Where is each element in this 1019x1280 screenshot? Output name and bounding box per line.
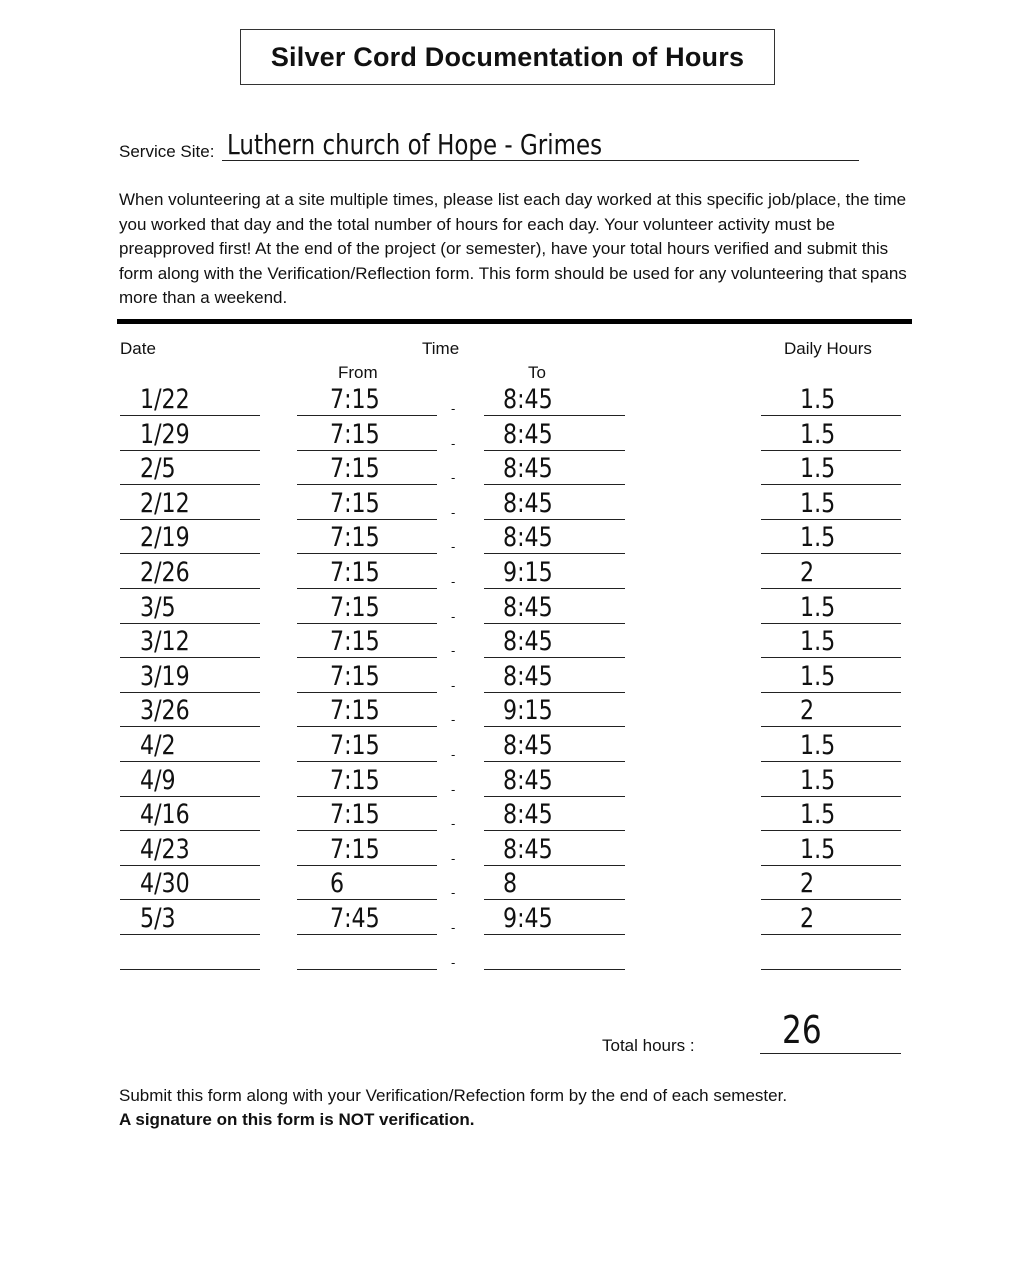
date-cell xyxy=(140,799,201,830)
to-entry: 8:45 xyxy=(503,661,553,692)
from-underline xyxy=(297,899,437,900)
date-underline xyxy=(120,761,260,762)
to-cell xyxy=(503,557,564,588)
to-underline xyxy=(484,899,625,900)
from-underline xyxy=(297,588,437,589)
from-entry: 7:15 xyxy=(330,453,380,484)
date-cell xyxy=(140,695,201,726)
from-cell xyxy=(330,730,391,761)
to-cell xyxy=(503,903,564,934)
date-cell xyxy=(140,765,183,796)
from-underline xyxy=(297,969,437,970)
hours-cell xyxy=(800,695,817,726)
footer-signature-warning-text: A signature on this form is NOT verification. xyxy=(119,1110,475,1129)
to-cell xyxy=(503,488,564,519)
to-underline xyxy=(484,726,625,727)
time-separator: - xyxy=(451,470,456,485)
hours-entry: 1.5 xyxy=(800,522,836,553)
date-underline xyxy=(120,692,260,693)
date-underline xyxy=(120,553,260,554)
hours-entry: 1.5 xyxy=(800,419,836,450)
hours-cell xyxy=(800,592,843,623)
from-underline xyxy=(297,519,437,520)
hours-cell xyxy=(800,868,817,899)
time-separator: - xyxy=(451,574,456,589)
to-underline xyxy=(484,553,625,554)
to-underline xyxy=(484,588,625,589)
to-entry: 8:45 xyxy=(503,765,553,796)
hours-underline xyxy=(761,657,901,658)
date-header: Date xyxy=(120,339,156,358)
to-entry: 8:45 xyxy=(503,488,553,519)
from-underline xyxy=(297,726,437,727)
date-cell xyxy=(140,419,201,450)
total-hours-underline xyxy=(760,1053,901,1054)
hours-underline xyxy=(761,796,901,797)
date-underline xyxy=(120,796,260,797)
from-cell xyxy=(330,384,391,415)
hours-cell xyxy=(800,626,843,657)
hours-cell xyxy=(800,488,843,519)
hours-underline xyxy=(761,623,901,624)
date-cell xyxy=(140,834,201,865)
from-cell xyxy=(330,419,391,450)
from-underline xyxy=(297,623,437,624)
date-entry: 5/3 xyxy=(140,903,176,934)
to-entry: 9:45 xyxy=(503,903,553,934)
hours-entry: 1.5 xyxy=(800,453,836,484)
date-entry: 4/30 xyxy=(140,868,190,899)
date-underline xyxy=(120,865,260,866)
time-separator: - xyxy=(451,747,456,762)
time-separator: - xyxy=(451,401,456,416)
date-entry: 2/12 xyxy=(140,488,190,519)
from-entry: 7:15 xyxy=(330,384,380,415)
to-underline xyxy=(484,934,625,935)
hours-underline xyxy=(761,415,901,416)
to-underline xyxy=(484,692,625,693)
hours-underline xyxy=(761,553,901,554)
to-underline xyxy=(484,519,625,520)
hours-underline xyxy=(761,726,901,727)
from-entry: 7:15 xyxy=(330,557,380,588)
to-cell xyxy=(503,765,564,796)
footer-submit-line: Submit this form along with your Verification/Refection form by the end of each semester. xyxy=(119,1086,788,1105)
from-cell xyxy=(330,695,391,726)
date-underline xyxy=(120,657,260,658)
to-cell xyxy=(503,626,564,657)
from-cell xyxy=(330,868,347,899)
hours-entry: 1.5 xyxy=(800,661,836,692)
hours-entry: 1.5 xyxy=(800,592,836,623)
to-underline xyxy=(484,761,625,762)
to-entry: 8:45 xyxy=(503,522,553,553)
hours-entry: 2 xyxy=(800,557,815,588)
total-hours-value: 26 xyxy=(782,1008,822,1052)
date-entry: 2/5 xyxy=(140,453,176,484)
hours-entry: 2 xyxy=(800,868,815,899)
date-entry: 3/26 xyxy=(140,695,190,726)
time-separator: - xyxy=(451,505,456,520)
date-cell xyxy=(140,557,201,588)
hours-cell xyxy=(800,419,843,450)
to-cell xyxy=(503,695,564,726)
date-underline xyxy=(120,969,260,970)
hours-cell xyxy=(800,557,817,588)
to-entry: 9:15 xyxy=(503,695,553,726)
from-underline xyxy=(297,761,437,762)
to-entry: 8:45 xyxy=(503,799,553,830)
to-cell xyxy=(503,592,564,623)
from-entry: 7:15 xyxy=(330,834,380,865)
from-entry: 7:45 xyxy=(330,903,380,934)
hours-cell xyxy=(800,765,843,796)
date-entry: 3/5 xyxy=(140,592,176,623)
date-underline xyxy=(120,726,260,727)
from-underline xyxy=(297,484,437,485)
from-underline xyxy=(297,657,437,658)
to-entry: 8:45 xyxy=(503,730,553,761)
date-cell xyxy=(140,903,183,934)
to-entry: 8:45 xyxy=(503,592,553,623)
footer-note xyxy=(119,1084,787,1132)
from-cell xyxy=(330,592,391,623)
from-header: From xyxy=(338,363,378,382)
hours-entry: 1.5 xyxy=(800,799,836,830)
hours-cell xyxy=(800,903,817,934)
from-entry: 7:15 xyxy=(330,695,380,726)
to-entry: 8:45 xyxy=(503,453,553,484)
instructions-text: When volunteering at a site multiple times, please list each day worked at this specific job/place, the time you worked that day and the total number of hours for each day. Your volunteer activity must be preapproved first! At the end of the project (or semester), have your total hours verified and submit this form along with the Verification/Reflection form. This form should be used for any volunteering that spans more than a weekend. xyxy=(119,190,907,307)
date-entry: 3/12 xyxy=(140,626,190,657)
date-entry: 3/19 xyxy=(140,661,190,692)
to-entry: 8:45 xyxy=(503,384,553,415)
hours-cell xyxy=(800,522,843,553)
date-entry: 1/22 xyxy=(140,384,190,415)
from-entry: 7:15 xyxy=(330,626,380,657)
hours-underline xyxy=(761,588,901,589)
hours-entry: 1.5 xyxy=(800,384,836,415)
date-underline xyxy=(120,519,260,520)
date-underline xyxy=(120,415,260,416)
date-entry: 4/9 xyxy=(140,765,176,796)
hours-entry: 1.5 xyxy=(800,488,836,519)
total-hours-label: Total hours : xyxy=(602,1036,695,1055)
from-entry: 7:15 xyxy=(330,799,380,830)
hours-cell xyxy=(800,799,843,830)
to-entry: 8 xyxy=(503,868,518,899)
date-underline xyxy=(120,899,260,900)
hours-underline xyxy=(761,761,901,762)
time-separator: - xyxy=(451,851,456,866)
date-entry: 4/16 xyxy=(140,799,190,830)
time-separator: - xyxy=(451,539,456,554)
date-entry: 2/26 xyxy=(140,557,190,588)
date-cell xyxy=(140,384,201,415)
from-underline xyxy=(297,934,437,935)
hours-underline xyxy=(761,969,901,970)
hours-underline xyxy=(761,450,901,451)
hours-cell xyxy=(800,661,843,692)
hours-entry: 1.5 xyxy=(800,730,836,761)
from-underline xyxy=(297,553,437,554)
from-underline xyxy=(297,415,437,416)
to-cell xyxy=(503,419,564,450)
service-site-label: Service Site: xyxy=(119,142,215,161)
to-entry: 8:45 xyxy=(503,419,553,450)
time-separator: - xyxy=(451,643,456,658)
section-divider xyxy=(117,319,912,324)
to-cell xyxy=(503,799,564,830)
time-separator: - xyxy=(451,816,456,831)
from-cell xyxy=(330,661,391,692)
time-header: Time xyxy=(422,339,460,358)
to-underline xyxy=(484,796,625,797)
to-underline xyxy=(484,415,625,416)
to-underline xyxy=(484,450,625,451)
to-underline xyxy=(484,830,625,831)
to-header: To xyxy=(528,363,546,382)
date-cell xyxy=(140,730,183,761)
date-underline xyxy=(120,588,260,589)
to-underline xyxy=(484,623,625,624)
hours-entry: 1.5 xyxy=(800,834,836,865)
time-separator: - xyxy=(451,955,456,970)
hours-entry: 1.5 xyxy=(800,765,836,796)
to-entry: 9:15 xyxy=(503,557,553,588)
from-entry: 7:15 xyxy=(330,765,380,796)
date-cell xyxy=(140,626,201,657)
to-cell xyxy=(503,834,564,865)
hours-entry: 1.5 xyxy=(800,626,836,657)
date-underline xyxy=(120,830,260,831)
from-cell xyxy=(330,799,391,830)
from-cell xyxy=(330,765,391,796)
from-cell xyxy=(330,557,391,588)
from-entry: 7:15 xyxy=(330,730,380,761)
to-entry: 8:45 xyxy=(503,626,553,657)
from-cell xyxy=(330,453,391,484)
from-underline xyxy=(297,450,437,451)
hours-underline xyxy=(761,484,901,485)
hours-underline xyxy=(761,899,901,900)
time-separator: - xyxy=(451,609,456,624)
time-separator: - xyxy=(451,678,456,693)
date-underline xyxy=(120,623,260,624)
date-underline xyxy=(120,934,260,935)
from-entry: 6 xyxy=(330,868,345,899)
date-underline xyxy=(120,484,260,485)
from-underline xyxy=(297,692,437,693)
from-cell xyxy=(330,626,391,657)
to-cell xyxy=(503,661,564,692)
hours-underline xyxy=(761,692,901,693)
from-entry: 7:15 xyxy=(330,661,380,692)
hours-underline xyxy=(761,865,901,866)
form-title: Silver Cord Documentation of Hours xyxy=(240,29,775,85)
service-site-value: Luthern church of Hope - Grimes xyxy=(227,128,603,161)
to-cell xyxy=(503,453,564,484)
daily-hours-header: Daily Hours xyxy=(784,339,872,358)
from-underline xyxy=(297,830,437,831)
to-entry: 8:45 xyxy=(503,834,553,865)
to-cell xyxy=(503,730,564,761)
hours-underline xyxy=(761,830,901,831)
from-cell xyxy=(330,522,391,553)
time-separator: - xyxy=(451,782,456,797)
to-underline xyxy=(484,865,625,866)
hours-cell xyxy=(800,453,843,484)
time-separator: - xyxy=(451,920,456,935)
hours-cell xyxy=(800,730,843,761)
from-entry: 7:15 xyxy=(330,488,380,519)
hours-entry: 2 xyxy=(800,903,815,934)
hours-cell xyxy=(800,834,843,865)
hours-underline xyxy=(761,519,901,520)
hours-entry: 2 xyxy=(800,695,815,726)
to-cell xyxy=(503,522,564,553)
date-cell xyxy=(140,453,183,484)
from-cell xyxy=(330,903,391,934)
hours-cell xyxy=(800,384,843,415)
from-cell xyxy=(330,834,391,865)
footer-signature-warning xyxy=(119,1108,787,1132)
date-cell xyxy=(140,661,201,692)
to-underline xyxy=(484,484,625,485)
time-separator: - xyxy=(451,436,456,451)
service-site-row xyxy=(119,126,859,162)
date-cell xyxy=(140,592,183,623)
to-underline xyxy=(484,657,625,658)
date-entry: 4/2 xyxy=(140,730,176,761)
date-entry: 4/23 xyxy=(140,834,190,865)
from-entry: 7:15 xyxy=(330,592,380,623)
from-entry: 7:15 xyxy=(330,419,380,450)
date-cell xyxy=(140,522,201,553)
to-underline xyxy=(484,969,625,970)
from-cell xyxy=(330,488,391,519)
date-entry: 1/29 xyxy=(140,419,190,450)
from-underline xyxy=(297,865,437,866)
to-cell xyxy=(503,868,520,899)
hours-underline xyxy=(761,934,901,935)
date-cell xyxy=(140,488,201,519)
date-entry: 2/19 xyxy=(140,522,190,553)
date-cell xyxy=(140,868,201,899)
to-cell xyxy=(503,384,564,415)
time-separator: - xyxy=(451,885,456,900)
from-underline xyxy=(297,796,437,797)
time-separator: - xyxy=(451,712,456,727)
from-entry: 7:15 xyxy=(330,522,380,553)
date-underline xyxy=(120,450,260,451)
